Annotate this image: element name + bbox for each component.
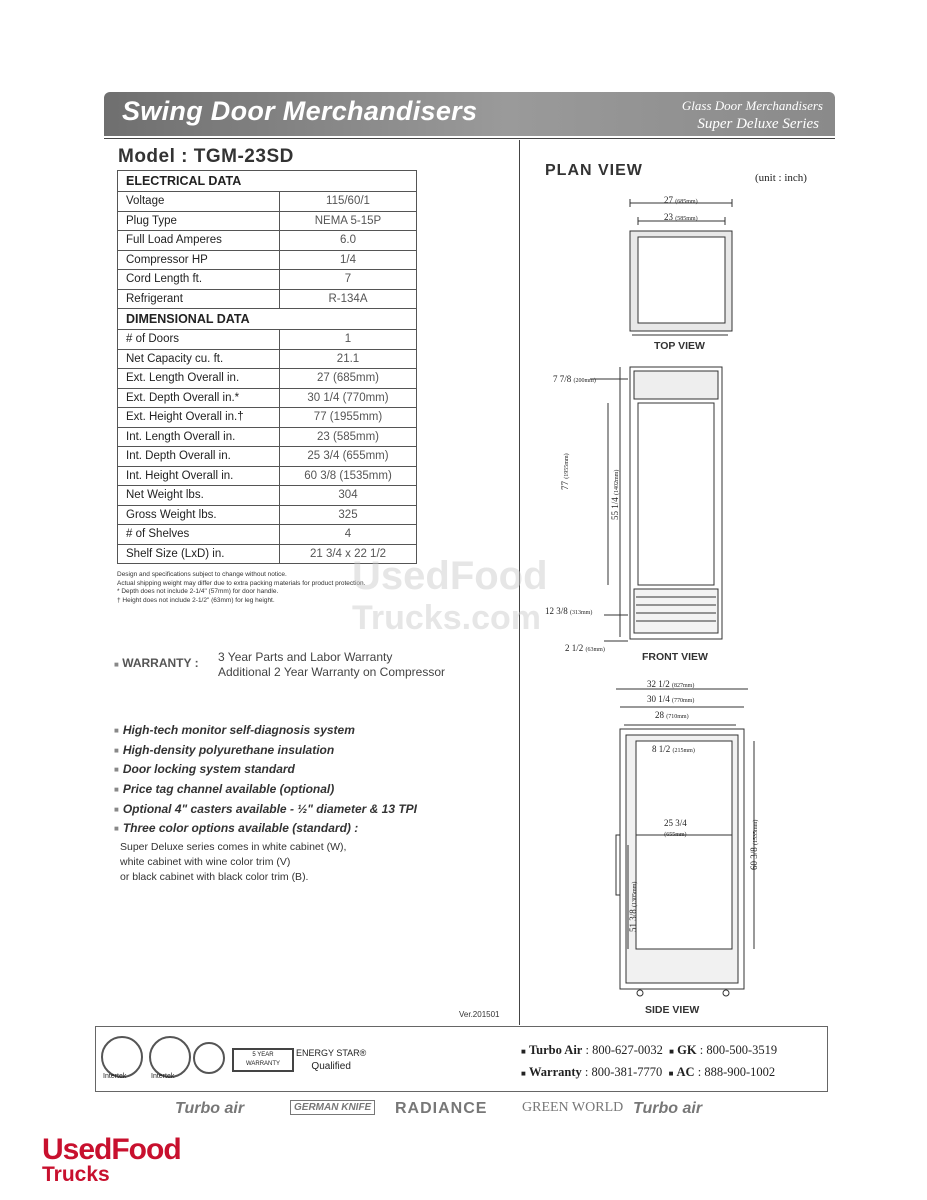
dim-label: 8 1/2 (215mm) xyxy=(652,744,695,754)
spec-label: Shelf Size (LxD) in. xyxy=(118,544,280,564)
note: Actual shipping weight may differ due to extra packing materials for product protection. xyxy=(117,579,366,587)
bullet-icon: ■ xyxy=(669,1047,675,1056)
note: Design and specifications subject to change without notice. xyxy=(117,571,287,578)
dim-label: 51 3/8 (1305mm) xyxy=(628,881,638,932)
spec-label: Ext. Depth Overall in.* xyxy=(118,388,280,408)
spec-value: 1/4 xyxy=(280,250,417,270)
dim-label: 7 7/8 (200mm) xyxy=(553,374,596,384)
dim-label: 23 (585mm) xyxy=(664,212,698,222)
note: † Height does not include 2-1/2" (63mm) for leg height. xyxy=(117,596,275,604)
spec-label: Plug Type xyxy=(118,211,280,231)
section-title: DIMENSIONAL DATA xyxy=(118,309,417,330)
spec-label: # of Doors xyxy=(118,330,280,350)
spec-label: Ext. Height Overall in.† xyxy=(118,408,280,428)
feature-item: ■ High-tech monitor self-diagnosis system xyxy=(114,723,417,743)
spec-label: Full Load Amperes xyxy=(118,231,280,251)
bullet-icon: ■ xyxy=(114,660,119,669)
bullet-icon: ■ xyxy=(668,1069,674,1078)
table-row xyxy=(118,231,417,251)
table-row xyxy=(118,330,417,350)
warranty-line: 3 Year Parts and Labor Warranty xyxy=(218,650,393,664)
spec-table xyxy=(117,170,417,564)
spec-value: 30 1/4 (770mm) xyxy=(280,388,417,408)
section-title: ELECTRICAL DATA xyxy=(118,171,417,192)
feature-item: ■ Three color options available (standard) : xyxy=(114,821,417,841)
side-view-label: SIDE VIEW xyxy=(645,1004,700,1016)
spec-value: 4 xyxy=(280,525,417,545)
spec-value: 23 (585mm) xyxy=(280,427,417,447)
table-row xyxy=(118,388,417,408)
warranty-seal-icon xyxy=(193,1042,225,1074)
spec-label: Gross Weight lbs. xyxy=(118,505,280,525)
spec-label: Cord Length ft. xyxy=(118,270,280,290)
table-row xyxy=(118,505,417,525)
feature-item: ■ Door locking system standard xyxy=(114,762,417,782)
table-row xyxy=(118,466,417,486)
spec-label: Net Weight lbs. xyxy=(118,486,280,506)
dim-label: 25 3/4 (655mm) xyxy=(664,818,687,838)
spec-section-header xyxy=(118,171,417,192)
spec-section-header xyxy=(118,309,417,330)
dim-label: 27 (685mm) xyxy=(664,195,698,205)
note: * Depth does not include 2-1/4" (57mm) for door handle. xyxy=(117,588,279,595)
spec-label: Refrigerant xyxy=(118,289,280,309)
table-row xyxy=(118,211,417,231)
brand-logo: GERMAN KNIFE xyxy=(290,1100,375,1115)
table-row xyxy=(118,408,417,428)
spec-label: Ext. Length Overall in. xyxy=(118,369,280,389)
spec-value: 1 xyxy=(280,330,417,350)
spec-label: Int. Length Overall in. xyxy=(118,427,280,447)
dim-label: 55 1/4 (1402mm) xyxy=(610,469,620,520)
cert-label: Intertek xyxy=(151,1073,175,1080)
brand-logo: Turbo air xyxy=(175,1100,245,1117)
series-subtitle-1: Glass Door Merchandisers xyxy=(681,98,823,113)
front-view-label: FRONT VIEW xyxy=(642,651,708,663)
table-row xyxy=(118,349,417,369)
contact-list xyxy=(521,1040,777,1084)
feature-list xyxy=(114,723,417,841)
dim-label: 32 1/2 (827mm) xyxy=(647,679,695,689)
spec-value: 115/60/1 xyxy=(280,192,417,212)
top-view-label: TOP VIEW xyxy=(654,340,705,352)
spec-value: 7 xyxy=(280,270,417,290)
table-row xyxy=(118,270,417,290)
etl-certification-icon xyxy=(101,1036,143,1078)
table-row xyxy=(118,289,417,309)
table-row xyxy=(118,525,417,545)
bullet-icon: ■ xyxy=(521,1069,526,1078)
plan-view-drawing xyxy=(520,185,850,1025)
detail-line: white cabinet with wine color trim (V) xyxy=(120,856,291,868)
spec-value: 6.0 xyxy=(280,231,417,251)
brand-strip xyxy=(175,1100,735,1128)
spec-value: 27 (685mm) xyxy=(280,369,417,389)
dim-label: 77 (1955mm) xyxy=(560,453,570,490)
spec-value: 304 xyxy=(280,486,417,506)
spec-label: Net Capacity cu. ft. xyxy=(118,349,280,369)
feature-item: ■ Price tag channel available (optional) xyxy=(114,782,417,802)
detail-line: or black cabinet with black color trim (B). xyxy=(120,871,309,883)
contact-row: ■ Warranty : 800-381-7770 ■ AC : 888-900-1002 xyxy=(521,1065,776,1079)
spec-label: # of Shelves xyxy=(118,525,280,545)
spec-value: NEMA 5-15P xyxy=(280,211,417,231)
feature-item: ■ High-density polyurethane insulation xyxy=(114,743,417,763)
unit-label: (unit : inch) xyxy=(755,172,807,184)
bullet-icon: ■ xyxy=(521,1047,526,1056)
spec-label: Int. Depth Overall in. xyxy=(118,447,280,467)
series-subtitle-2: Super Deluxe Series xyxy=(697,116,819,132)
spec-value: 60 3/8 (1535mm) xyxy=(280,466,417,486)
spec-value: 25 3/4 (655mm) xyxy=(280,447,417,467)
warranty-line: Additional 2 Year Warranty on Compressor xyxy=(218,665,446,679)
brand-logo: GREEN WORLD xyxy=(522,1100,624,1115)
spec-label: Int. Height Overall in. xyxy=(118,466,280,486)
model-number: Model : TGM-23SD xyxy=(118,146,294,167)
side-view-drawing xyxy=(616,689,754,996)
spec-value: 21.1 xyxy=(280,349,417,369)
color-options-detail xyxy=(120,840,346,885)
warranty-badge: 5 YEAR WARRANTY xyxy=(232,1048,294,1072)
dim-label: 12 3/8 (313mm) xyxy=(545,606,593,616)
plan-view-title: PLAN VIEW xyxy=(545,162,643,179)
site-logo-sub: Trucks xyxy=(42,1163,110,1186)
detail-line: Super Deluxe series comes in white cabinet (W), xyxy=(120,841,347,853)
dim-label: 30 1/4 (770mm) xyxy=(647,694,695,704)
table-row xyxy=(118,250,417,270)
spec-value: R-134A xyxy=(280,289,417,309)
spec-value: 77 (1955mm) xyxy=(280,408,417,428)
table-row xyxy=(118,447,417,467)
cert-label: Intertek xyxy=(103,1073,127,1080)
contact-row: ■ Turbo Air : 800-627-0032 ■ GK : 800-500-3519 xyxy=(521,1043,778,1057)
warranty-label: ■ WARRANTY : xyxy=(114,656,199,670)
spec-label: Voltage xyxy=(118,192,280,212)
table-row xyxy=(118,486,417,506)
etl-sanitation-icon xyxy=(149,1036,191,1078)
dim-label: 28 (710mm) xyxy=(655,710,689,720)
version-label: Ver.201501 xyxy=(459,1010,500,1019)
table-row xyxy=(118,192,417,212)
brand-logo: Turbo air xyxy=(633,1100,703,1117)
dim-label: 60 3/8 (1535mm) xyxy=(749,819,759,870)
dim-label: 2 1/2 (63mm) xyxy=(565,643,605,653)
site-logo: UsedFood xyxy=(42,1133,181,1166)
watermark: UsedFood Trucks.com xyxy=(352,554,548,637)
table-row xyxy=(118,427,417,447)
energy-star-text: ENERGY STAR® Qualified xyxy=(296,1048,367,1072)
spec-value: 21 3/4 x 22 1/2 xyxy=(280,544,417,564)
feature-item: ■ Optional 4" casters available - ½" diameter & 13 TPI xyxy=(114,802,417,822)
page-title: Swing Door Merchandisers xyxy=(122,96,478,126)
spec-value: 325 xyxy=(280,505,417,525)
table-row xyxy=(118,369,417,389)
header-rule xyxy=(104,138,835,139)
brand-logo: RADIANCE xyxy=(395,1100,488,1117)
spec-notes xyxy=(117,571,365,605)
spec-label: Compressor HP xyxy=(118,250,280,270)
warranty-text xyxy=(218,650,445,680)
